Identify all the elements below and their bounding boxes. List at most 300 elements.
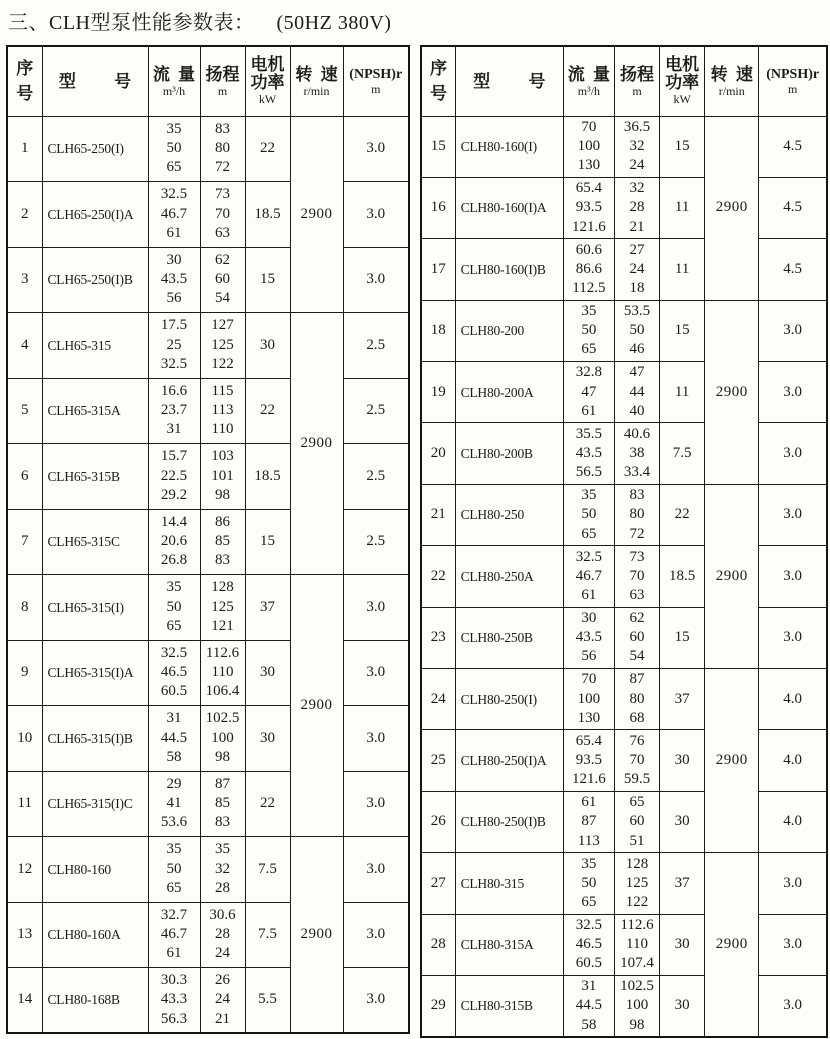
head-value: 83 [215, 120, 230, 137]
col-header-flow [563, 46, 614, 116]
flow-value: 61 [166, 945, 182, 962]
model-cell: CLH80-160(I) [455, 116, 563, 177]
flow-value: 113 [577, 832, 600, 849]
col-header-speed-label: 转 速 [710, 64, 753, 84]
col-header-head [200, 46, 245, 116]
row-number: 9 [7, 640, 42, 706]
head-value: 21 [629, 218, 645, 235]
speed-cell: 2900 [705, 853, 759, 1037]
head-cell [614, 914, 659, 975]
head-value: 65 [629, 794, 645, 811]
flow-value: 60.5 [575, 955, 603, 972]
flow-value: 22.5 [160, 467, 188, 484]
col-header-npsh [343, 46, 409, 116]
head-value: 102.5 [620, 978, 654, 995]
power-cell: 15 [660, 300, 705, 361]
head-value: 50 [629, 322, 645, 339]
head-cell [614, 791, 659, 852]
power-cell: 30 [660, 791, 705, 852]
col-header-power-label1: 电机 [250, 55, 285, 74]
table-row [421, 669, 827, 730]
head-value: 24 [215, 991, 230, 1008]
head-value: 30.6 [209, 906, 236, 923]
col-header-flow-label: 流 量 [567, 64, 611, 84]
flow-value: 100 [577, 690, 601, 707]
table-row [421, 853, 827, 914]
npsh-cell: 3.0 [343, 640, 409, 706]
col-header-flow-label: 流 量 [152, 64, 196, 84]
flow-value: 47 [581, 383, 597, 400]
flow-value: 61 [581, 587, 597, 604]
head-value: 63 [215, 224, 230, 241]
flow-cell [148, 182, 200, 248]
head-value: 128 [625, 855, 649, 872]
head-value: 98 [629, 1016, 645, 1033]
table-row [7, 509, 409, 575]
npsh-cell: 2.5 [343, 313, 409, 379]
table-row [7, 575, 409, 641]
power-cell: 22 [245, 116, 290, 182]
flow-value: 61 [166, 224, 182, 241]
head-value: 47 [629, 364, 645, 381]
table-row [421, 177, 827, 238]
head-value: 60 [629, 629, 645, 646]
header-row [421, 46, 827, 116]
table-row [421, 975, 827, 1036]
npsh-cell: 3.0 [343, 837, 409, 903]
flow-cell [148, 509, 200, 575]
head-value: 33.4 [623, 464, 651, 481]
head-cell [614, 362, 659, 423]
head-value: 113 [211, 402, 234, 419]
model-cell: CLH65-315(I)C [42, 771, 148, 837]
flow-value: 30 [166, 251, 182, 268]
npsh-cell: 4.0 [759, 730, 827, 791]
head-value: 36.5 [623, 118, 651, 135]
power-cell: 22 [245, 771, 290, 837]
flow-value: 130 [577, 157, 601, 174]
head-value: 54 [629, 648, 645, 665]
head-value: 85 [215, 533, 230, 550]
head-value: 122 [211, 355, 234, 372]
table-row [421, 239, 827, 300]
row-number: 26 [421, 791, 455, 852]
speed-cell: 2900 [290, 575, 343, 837]
head-value: 100 [625, 997, 649, 1014]
head-value: 40 [629, 402, 645, 419]
head-value: 28 [629, 199, 645, 216]
pump-table-left [6, 45, 410, 1034]
flow-value: 58 [581, 1016, 597, 1033]
table-row [421, 116, 827, 177]
head-cell [200, 902, 245, 968]
npsh-cell: 3.0 [343, 902, 409, 968]
table-row [7, 771, 409, 837]
header-row [7, 46, 409, 116]
flow-value: 29.2 [160, 486, 188, 503]
flow-value: 14.4 [160, 513, 188, 530]
model-cell: CLH80-250(I) [455, 669, 563, 730]
flow-value: 65 [581, 525, 597, 542]
col-header-npsh-unit: m [787, 82, 798, 97]
col-header-power-unit: kW [673, 91, 691, 106]
power-cell: 11 [660, 362, 705, 423]
row-number: 11 [7, 771, 42, 837]
model-cell: CLH65-250(I)B [42, 247, 148, 313]
col-header-head-label: 扬程 [205, 64, 240, 84]
head-value: 35 [215, 841, 230, 858]
head-value: 24 [629, 157, 645, 174]
col-header-power-label2: 功率 [665, 72, 700, 92]
npsh-cell: 3.0 [759, 484, 827, 545]
head-value: 102.5 [205, 710, 240, 727]
head-value: 62 [215, 251, 230, 268]
head-value: 32 [629, 138, 645, 155]
npsh-cell: 4.5 [759, 239, 827, 300]
model-cell: CLH80-160A [42, 902, 148, 968]
power-cell: 15 [245, 509, 290, 575]
power-cell: 15 [660, 607, 705, 668]
flow-cell [148, 902, 200, 968]
power-cell: 30 [660, 914, 705, 975]
table-row [7, 706, 409, 772]
col-header-model: 型 号 [42, 46, 148, 116]
row-number: 10 [7, 706, 42, 772]
model-cell: CLH80-315B [455, 975, 563, 1036]
flow-value: 58 [166, 748, 182, 765]
flow-value: 30 [581, 610, 597, 627]
flow-value: 35 [166, 120, 182, 137]
flow-value: 70 [581, 118, 597, 135]
row-number: 27 [421, 853, 455, 914]
flow-value: 61 [581, 402, 597, 419]
flow-value: 50 [581, 874, 597, 891]
head-value: 70 [629, 752, 645, 768]
table-row [421, 423, 827, 484]
table-row [7, 378, 409, 444]
flow-cell [563, 607, 614, 668]
flow-cell [563, 669, 614, 730]
flow-value: 93.5 [575, 752, 603, 768]
flow-value: 50 [581, 506, 597, 523]
flow-value: 121.6 [572, 771, 606, 788]
row-number: 1 [7, 116, 42, 182]
row-number: 25 [421, 730, 455, 791]
flow-value: 65 [166, 617, 182, 634]
head-value: 125 [211, 336, 234, 353]
head-value: 62 [629, 610, 645, 627]
npsh-cell: 2.5 [343, 509, 409, 575]
npsh-cell: 4.5 [759, 177, 827, 238]
table-row [421, 362, 827, 423]
head-value: 59.5 [623, 771, 651, 788]
table-row [421, 730, 827, 791]
power-cell: 37 [660, 853, 705, 914]
speed-cell: 2900 [290, 116, 343, 313]
head-value: 83 [629, 487, 645, 504]
speed-cell: 2900 [705, 669, 759, 853]
flow-value: 35 [581, 487, 597, 504]
col-header-model: 型 号 [455, 46, 563, 116]
table-row [7, 313, 409, 379]
table-row [421, 914, 827, 975]
col-header-head-unit: m [632, 83, 642, 98]
model-cell: CLH80-250(I)A [455, 730, 563, 791]
flow-value: 65 [581, 341, 597, 358]
head-cell [614, 484, 659, 545]
row-number: 4 [7, 313, 42, 379]
flow-value: 50 [166, 598, 182, 615]
head-value: 24 [215, 945, 230, 962]
head-cell [614, 239, 659, 300]
power-cell: 15 [245, 247, 290, 313]
row-number: 5 [7, 378, 42, 444]
model-cell: CLH80-168B [42, 968, 148, 1034]
flow-cell [563, 975, 614, 1036]
model-cell: CLH65-315C [42, 509, 148, 575]
col-header-power-unit: kW [258, 91, 277, 106]
row-number: 18 [421, 300, 455, 361]
npsh-cell: 3.0 [343, 706, 409, 772]
npsh-cell: 3.0 [343, 575, 409, 641]
head-value: 125 [625, 874, 649, 891]
flow-value: 61 [581, 794, 597, 811]
model-cell: CLH65-250(I) [42, 116, 148, 182]
flow-value: 26.8 [160, 552, 188, 569]
head-cell [200, 116, 245, 182]
npsh-cell: 3.0 [759, 853, 827, 914]
head-value: 70 [215, 205, 230, 222]
table-row [421, 300, 827, 361]
model-cell: CLH80-160(I)A [455, 177, 563, 238]
table-row [421, 546, 827, 607]
flow-value: 56.3 [160, 1010, 188, 1027]
npsh-cell: 3.0 [759, 300, 827, 361]
head-value: 76 [629, 732, 645, 749]
col-header-power [660, 46, 705, 116]
head-value: 87 [215, 775, 230, 792]
head-value: 85 [215, 795, 230, 812]
head-value: 125 [211, 598, 234, 615]
table-row [7, 968, 409, 1034]
head-value: 73 [629, 548, 645, 565]
row-number: 20 [421, 423, 455, 484]
col-header-power-label1: 电机 [665, 55, 700, 74]
head-value: 40.6 [623, 425, 651, 442]
head-value: 38 [629, 445, 645, 462]
flow-cell [148, 313, 200, 379]
flow-value: 30.3 [160, 972, 188, 989]
flow-value: 35.5 [575, 425, 603, 442]
head-value: 103 [211, 448, 234, 465]
col-header-power-label2: 功率 [250, 72, 285, 92]
col-header-speed-label: 转 速 [295, 64, 338, 84]
power-cell: 15 [660, 116, 705, 177]
model-cell: CLH80-160(I)B [455, 239, 563, 300]
col-header-speed [290, 46, 343, 116]
power-cell: 18.5 [660, 546, 705, 607]
flow-value: 32.5 [160, 644, 188, 661]
flow-value: 65 [166, 879, 182, 896]
flow-cell [563, 177, 614, 238]
head-cell [614, 853, 659, 914]
power-cell: 22 [660, 484, 705, 545]
head-value: 53.5 [623, 303, 651, 320]
head-cell [614, 116, 659, 177]
model-cell: CLH65-315(I)B [42, 706, 148, 772]
col-header-speed [705, 46, 759, 116]
flow-value: 15.7 [160, 448, 188, 465]
flow-value: 65.4 [575, 180, 603, 197]
head-cell [200, 706, 245, 772]
head-cell [200, 640, 245, 706]
power-cell: 30 [660, 975, 705, 1036]
flow-value: 93.5 [575, 199, 603, 216]
head-cell [614, 669, 659, 730]
row-number: 8 [7, 575, 42, 641]
flow-cell [563, 791, 614, 852]
power-cell: 37 [660, 669, 705, 730]
flow-value: 43.3 [160, 991, 188, 1008]
npsh-cell: 3.0 [759, 546, 827, 607]
head-value: 98 [215, 486, 230, 503]
row-number: 19 [421, 362, 455, 423]
flow-value: 35 [166, 841, 182, 858]
table-row [7, 182, 409, 248]
head-value: 98 [215, 748, 230, 765]
table-row [7, 902, 409, 968]
head-value: 63 [629, 587, 645, 604]
head-value: 110 [211, 421, 234, 438]
flow-value: 44.5 [575, 997, 603, 1014]
head-value: 72 [215, 159, 230, 176]
flow-cell [563, 300, 614, 361]
model-cell: CLH80-315A [455, 914, 563, 975]
power-cell: 37 [245, 575, 290, 641]
flow-value: 43.5 [575, 629, 603, 646]
power-cell: 30 [245, 706, 290, 772]
npsh-cell: 3.0 [759, 362, 827, 423]
flow-value: 32.8 [575, 364, 603, 381]
flow-value: 86.6 [575, 260, 603, 277]
head-value: 46 [629, 341, 645, 358]
flow-value: 65 [581, 893, 597, 910]
head-value: 32 [629, 180, 645, 197]
head-value: 54 [215, 290, 230, 307]
row-number: 6 [7, 444, 42, 510]
head-value: 83 [215, 552, 230, 569]
npsh-cell: 3.0 [343, 116, 409, 182]
table-row [421, 484, 827, 545]
table-row [7, 640, 409, 706]
flow-value: 70 [581, 671, 597, 688]
table-row [7, 116, 409, 182]
page-title-spec: (50HZ 380V) [276, 12, 392, 34]
flow-value: 35 [581, 303, 597, 320]
npsh-cell: 3.0 [759, 607, 827, 668]
head-value: 122 [625, 893, 649, 910]
power-cell: 7.5 [660, 423, 705, 484]
npsh-cell: 2.5 [343, 378, 409, 444]
model-cell: CLH80-200B [455, 423, 563, 484]
flow-value: 46.5 [575, 936, 603, 953]
flow-value: 50 [166, 140, 182, 157]
model-cell: CLH65-315 [42, 313, 148, 379]
head-cell [614, 975, 659, 1036]
head-value: 128 [211, 579, 234, 596]
head-value: 18 [629, 280, 645, 297]
flow-cell [563, 484, 614, 545]
npsh-cell: 3.0 [343, 771, 409, 837]
model-cell: CLH65-315B [42, 444, 148, 510]
col-header-no: 序号 [421, 46, 455, 116]
power-cell: 18.5 [245, 182, 290, 248]
head-cell [614, 300, 659, 361]
head-cell [614, 607, 659, 668]
npsh-cell: 3.0 [343, 968, 409, 1034]
head-value: 26 [215, 972, 230, 989]
npsh-cell: 4.0 [759, 791, 827, 852]
table-row [7, 837, 409, 903]
row-number: 12 [7, 837, 42, 903]
head-value: 127 [211, 317, 234, 334]
head-cell [200, 509, 245, 575]
npsh-cell: 4.5 [759, 116, 827, 177]
model-cell: CLH65-250(I)A [42, 182, 148, 248]
table-row [7, 247, 409, 313]
npsh-cell: 2.5 [343, 444, 409, 510]
power-cell: 7.5 [245, 902, 290, 968]
head-value: 21 [215, 1010, 230, 1027]
row-number: 22 [421, 546, 455, 607]
row-number: 15 [421, 116, 455, 177]
flow-value: 56 [581, 648, 597, 665]
flow-value: 32.5 [160, 355, 188, 372]
flow-cell [563, 116, 614, 177]
head-cell [200, 771, 245, 837]
head-cell [200, 247, 245, 313]
head-cell [200, 575, 245, 641]
flow-cell [148, 837, 200, 903]
head-value: 112.6 [205, 644, 240, 661]
row-number: 28 [421, 914, 455, 975]
flow-value: 50 [166, 860, 182, 877]
model-cell: CLH80-250A [455, 546, 563, 607]
head-value: 80 [629, 506, 645, 523]
npsh-cell: 3.0 [343, 247, 409, 313]
model-cell: CLH80-160 [42, 837, 148, 903]
head-cell [200, 182, 245, 248]
model-cell: CLH65-315A [42, 378, 148, 444]
col-header-no: 序号 [7, 46, 42, 116]
flow-cell [148, 247, 200, 313]
power-cell: 11 [660, 177, 705, 238]
head-value: 70 [629, 567, 645, 584]
power-cell: 5.5 [245, 968, 290, 1034]
power-cell: 7.5 [245, 837, 290, 903]
row-number: 29 [421, 975, 455, 1036]
power-cell: 30 [245, 640, 290, 706]
head-cell [614, 730, 659, 791]
head-value: 44 [629, 383, 645, 400]
head-value: 32 [215, 860, 230, 877]
head-value: 110 [211, 664, 234, 681]
col-header-head-unit: m [217, 83, 228, 98]
model-cell: CLH80-250B [455, 607, 563, 668]
flow-value: 56 [166, 290, 182, 307]
flow-value: 44.5 [160, 729, 188, 746]
head-value: 87 [629, 671, 645, 688]
